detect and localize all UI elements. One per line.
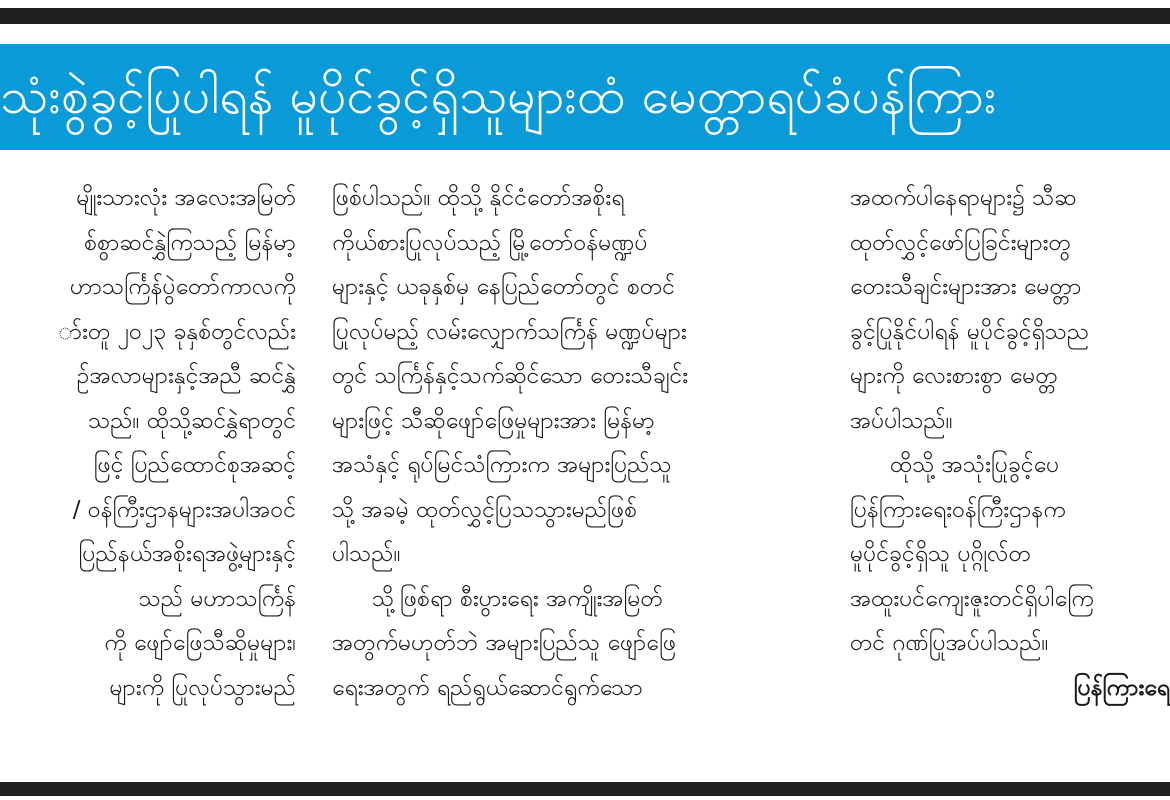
text-line: / ဝန်ကြီးဌာနများအပါအဝင် bbox=[72, 496, 296, 523]
text-line: များကို လေးစားစွာ မေတ္တ bbox=[850, 363, 1058, 389]
article-column-2 bbox=[332, 176, 816, 772]
text-line: များဖြင့် သီဆိုဖျော်ဖြေမှုများအား မြန်မာ့ bbox=[332, 407, 655, 434]
byline: ပြန်ကြားရေ bbox=[1073, 674, 1170, 701]
text-line: များကို ပြုလုပ်သွားမည် bbox=[109, 674, 296, 701]
text-line: ကိုယ်စားပြုလုပ်သည့် မြို့တော်ဝန်မဏ္ဍပ် bbox=[332, 229, 648, 256]
article-column-3 bbox=[850, 176, 1170, 772]
text-line: သည် မဟာသင်္ကြန် bbox=[138, 585, 296, 612]
paragraph-start-line: ထိုသို့ အသုံးပြုခွင့်ပေ bbox=[890, 452, 1060, 478]
text-line: သည်။ ထိုသို့ဆင်နွှဲရာတွင် bbox=[88, 407, 296, 434]
headline: သုံးစွဲခွင့်ပြုပါရန် မူပိုင်ခွင့်ရှိသူများထံ မေတ္တာရပ်ခံပန်ကြား bbox=[0, 67, 997, 125]
text-line: အသံနှင့် ရုပ်မြင်သံကြားက အများပြည်သူ bbox=[332, 452, 672, 478]
text-line: တွင် သင်္ကြန်နှင့်သက်ဆိုင်သော တေးသီချင်း bbox=[332, 363, 689, 389]
top-rule bbox=[0, 8, 1170, 24]
text-line: ရေးအတွက် ရည်ရွယ်ဆောင်ရွက်သော bbox=[332, 674, 643, 701]
article-column-1 bbox=[0, 176, 296, 772]
text-line: အပ်ပါသည်။ bbox=[850, 407, 953, 434]
text-line: စ်စွာဆင်နွှဲကြသည့် မြန်မာ့ bbox=[84, 229, 296, 256]
text-line: ဟာသင်္ကြန်ပွဲတော်ကာလကို bbox=[70, 274, 296, 300]
paragraph-start-line: သို့ဖြစ်ရာ စီးပွားရေး အကျိုးအမြတ် bbox=[372, 585, 663, 612]
text-line: မူပိုင်ခွင့်ရှိသူ ပုဂ္ဂိုလ်တ bbox=[850, 541, 1031, 567]
text-line: အထက်ပါနေရာများ၌ သီဆ bbox=[850, 185, 1077, 211]
text-line: အထူးပင်ကျေးဇူးတင်ရှိပါကြေ bbox=[850, 585, 1094, 612]
text-line: တင် ဂုဏ်ပြုအပ်ပါသည်။ bbox=[850, 630, 1049, 656]
text-line: ပြုလုပ်မည့် လမ်းလျှောက်သင်္ကြန် မဏ္ဍပ်များ bbox=[332, 318, 687, 345]
text-line: ကို ဖျော်ဖြေသီဆိုမှုများ၊ bbox=[104, 630, 296, 656]
text-line: ခွင့်ပြုနိုင်ပါရန် မူပိုင်ခွင့်ရှိသည bbox=[850, 318, 1090, 345]
text-line: ပါသည်။ bbox=[332, 541, 401, 567]
text-line: ပြန်ကြားရေးဝန်ကြီးဌာနက bbox=[850, 496, 1066, 523]
text-line: တေးသီချင်းများအား မေတ္တာ bbox=[850, 274, 1082, 300]
text-line: များနှင့် ယခုနှစ်မှ နေပြည်တော်တွင် စတင် bbox=[332, 274, 676, 300]
bottom-rule bbox=[0, 782, 1170, 796]
text-line: ဉ်အလာများနှင့်အညီ ဆင်နွှဲ bbox=[76, 363, 296, 389]
text-line: ဖြစ်ပါသည်။ ထိုသို့ နိုင်ငံတော်အစိုးရ bbox=[332, 185, 625, 211]
text-line: မျိုးသားလုံး အလေးအမြတ် bbox=[76, 185, 296, 211]
text-line: ာ်းတူ ၂၀၂၃ ခုနှစ်တွင်လည်း bbox=[58, 318, 296, 345]
text-line: သို့ အခမဲ့ ထုတ်လွှင့်ပြသသွားမည်ဖြစ် bbox=[332, 496, 638, 523]
text-line: ပြည်နယ်အစိုးရအဖွဲ့များနှင့် bbox=[78, 541, 296, 567]
text-line: ထုတ်လွှင့်ဖော်ပြခြင်းများတွ bbox=[850, 229, 1071, 256]
text-line: အတွက်မဟုတ်ဘဲ အများပြည်သူ ဖျော်ဖြေ bbox=[332, 630, 677, 656]
headline-banner bbox=[0, 44, 1170, 150]
text-line: ဖြင့် ပြည်ထောင်စုအဆင့် bbox=[93, 452, 296, 478]
